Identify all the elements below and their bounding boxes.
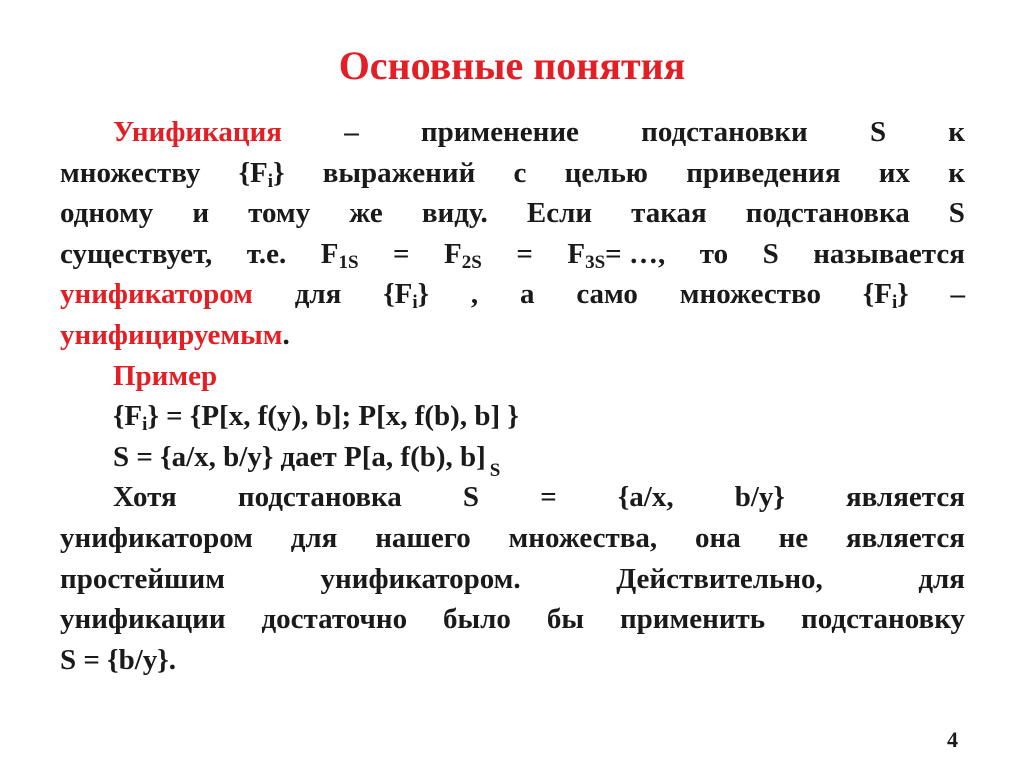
slide-title: Основные понятия	[338, 43, 686, 88]
term-unifier: унификатором	[60, 278, 253, 311]
term-unification: Унификация	[113, 116, 282, 148]
slide-body	[60, 112, 965, 680]
conclusion-line-4: унификации достаточно было бы применить подстановку	[60, 603, 965, 636]
definition-line-4: существует, т.е. $F_{1S}$ = $F_{2S}$ = $F_{3S}=$ …, то S называется	[60, 237, 965, 273]
example-set-line: $\{F_i\} = \{P[x$, f(y), b]; P[x, f(b), b] }	[113, 400, 519, 436]
definition-line-3: одному и тому же виду. Если такая подстановка S	[60, 197, 965, 230]
definition-line-2: множеству $\{F_i\}$ выражений с целью приведения их к	[60, 156, 965, 192]
definition-line-5: унификатором для $\{F_i\}$ , а само множество $\{F_i\}$ –	[60, 274, 965, 315]
example-substitution-line: S = {a/x, b/y} дает P[a, f(b), b] $_S$	[113, 440, 501, 481]
conclusion-line-5: S = {b/y}.	[60, 643, 176, 676]
definition-line-1: Унификация – применение подстановки S к	[60, 112, 965, 153]
example-heading: Пример	[113, 359, 218, 392]
definition-line-6: унифицируемым.	[60, 318, 290, 351]
conclusion-line-3: простейшим унификатором. Действительно, для	[60, 562, 965, 595]
page-number: 4	[947, 727, 958, 752]
conclusion-line-2: унификатором для нашего множества, она не является	[60, 521, 965, 554]
conclusion-line-1: Хотя подстановка S = {a/x, b/y} является	[113, 481, 965, 514]
term-unifiable: унифицируемым	[60, 318, 283, 351]
